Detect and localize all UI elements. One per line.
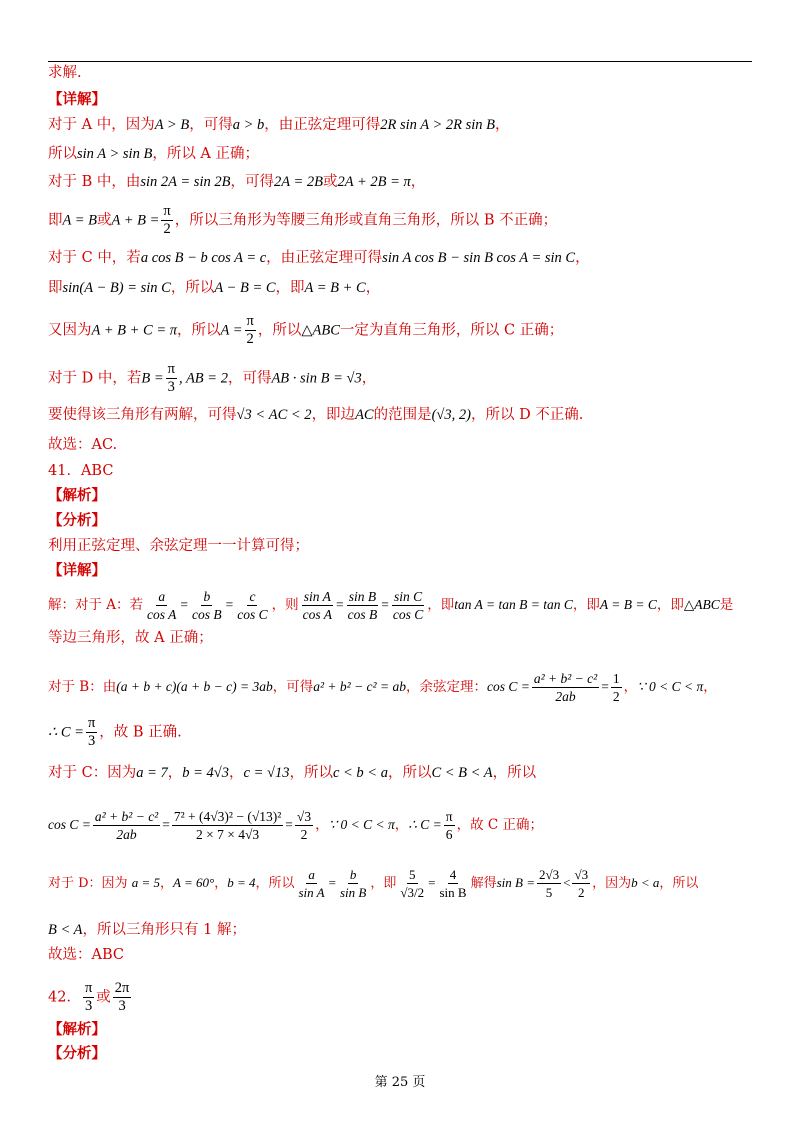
math: a = 7 xyxy=(136,765,168,781)
denominator: sin B xyxy=(339,885,367,900)
text: ， xyxy=(410,174,426,190)
line-40-a2 xyxy=(48,144,259,164)
math: A = 60° xyxy=(173,875,215,890)
numerator: b xyxy=(203,589,211,604)
text: 对于 A 中，因为 xyxy=(48,117,155,133)
text: 对于 B：由 xyxy=(48,679,117,695)
numerator: a² + b² − c² xyxy=(94,809,159,824)
text: ， xyxy=(495,117,510,133)
fraction xyxy=(235,588,269,623)
math: B = xyxy=(141,370,164,387)
text: 对于 D：因为 xyxy=(48,876,128,891)
fraction xyxy=(297,866,327,901)
less-than: < xyxy=(563,875,571,890)
text: 即 xyxy=(48,212,63,229)
math: a² + b² − c² = ab xyxy=(313,679,406,694)
numerator: 2π xyxy=(114,980,130,996)
fraction xyxy=(532,670,599,705)
math: , AB = 2 xyxy=(178,370,228,387)
fenxi-heading-41: 【分析】 xyxy=(48,512,106,529)
text: ，由正弦定理可得 xyxy=(264,117,381,133)
text: ，故 C 正确； xyxy=(456,817,543,833)
numerator: a² + b² − c² xyxy=(533,671,598,686)
math: √3 < AC < 2 xyxy=(236,407,312,423)
denominator: cos C xyxy=(392,607,424,622)
text: 或 xyxy=(97,212,112,229)
text: 对于 C 中，若 xyxy=(48,250,141,266)
math: (a + b + c)(a + b − c) = 3ab xyxy=(116,679,273,694)
line-40-c1 xyxy=(48,248,590,268)
numerator: π xyxy=(167,361,175,377)
line-40-c2 xyxy=(48,278,380,298)
fraction xyxy=(398,866,426,901)
math: b < a xyxy=(631,875,660,890)
numerator: π xyxy=(87,715,96,731)
line-41-d2 xyxy=(48,920,246,940)
text: ，所以 xyxy=(255,876,295,891)
math: A = B xyxy=(62,212,97,229)
answer-41: 故选：ABC xyxy=(48,947,124,963)
fraction xyxy=(444,808,455,843)
equals: = xyxy=(428,875,436,890)
fraction xyxy=(172,808,283,843)
line-41-a1 xyxy=(48,588,733,623)
math: tan A = tan B = tan C xyxy=(454,597,573,612)
text: ， xyxy=(365,280,381,296)
fraction xyxy=(537,866,561,901)
equals: = xyxy=(328,875,336,890)
text: 对于 D 中，若 xyxy=(48,370,142,387)
math: △ABC xyxy=(301,322,340,339)
math: sin(A − B) = sin C xyxy=(62,280,171,296)
fraction xyxy=(295,808,313,843)
denominator: 3 xyxy=(167,379,175,395)
text: ，所以三角形为等腰三角形或直角三角形，所以 B 不正确； xyxy=(174,212,558,229)
header-rule xyxy=(48,61,752,62)
denominator: 2 × 7 × 4√3 xyxy=(196,827,260,842)
denominator: sin A xyxy=(298,885,325,900)
denominator: 6 xyxy=(445,827,453,842)
fraction xyxy=(338,866,368,901)
text: ， xyxy=(394,817,409,833)
denominator: cos B xyxy=(347,607,378,622)
text: ，所以 xyxy=(387,765,432,781)
math: ∴ C = xyxy=(48,724,84,741)
text: 或 xyxy=(322,174,338,190)
fraction xyxy=(572,866,590,901)
text: ，所以 xyxy=(170,280,215,296)
equals: = xyxy=(225,597,234,612)
analysis-heading-41: 【解析】 xyxy=(48,487,106,504)
math: A + B = xyxy=(111,212,160,229)
math: AC xyxy=(355,407,374,423)
line-40-d1 xyxy=(48,361,376,396)
text: ，因为 xyxy=(592,876,632,891)
denominator: cos A xyxy=(302,607,333,622)
text: ， xyxy=(159,876,173,891)
equals: = xyxy=(336,597,344,612)
numerator: 1 xyxy=(612,671,620,686)
fraction xyxy=(86,715,97,750)
text: ，所以 xyxy=(492,765,537,781)
fraction xyxy=(161,203,172,238)
math: c < b < a xyxy=(332,765,388,781)
detail-heading-41: 【详解】 xyxy=(48,562,106,579)
text: ，可得 xyxy=(272,679,314,695)
answer-40: 故选：AC. xyxy=(48,437,118,453)
denominator: 2 xyxy=(578,885,585,900)
math: AB · sin B = √3 xyxy=(271,370,362,387)
math: b = 4 xyxy=(227,875,256,890)
text: ，由正弦定理可得 xyxy=(266,250,383,266)
text: 是 xyxy=(719,597,734,613)
math: 2R sin A > 2R sin B xyxy=(380,117,496,133)
fraction xyxy=(611,670,622,705)
denominator: 2 xyxy=(300,827,308,842)
text: 所以 xyxy=(48,146,77,162)
math: a cos B − b cos A = c xyxy=(140,250,267,266)
fenxi-text-41: 利用正弦定理、余弦定理一一计算可得； xyxy=(48,538,309,554)
text: ， xyxy=(315,817,329,833)
text: ，即 xyxy=(370,876,397,891)
numerator: sin C xyxy=(394,589,423,604)
denominator: √3/2 xyxy=(400,885,425,900)
equals: = xyxy=(381,597,389,612)
numerator: π xyxy=(246,313,254,329)
text: 解得 xyxy=(470,876,497,891)
math: 2A + 2B = π xyxy=(337,174,411,190)
text: 对于 C：因为 xyxy=(48,765,137,781)
numerator: sin A xyxy=(303,589,331,604)
text: ，余弦定理： xyxy=(405,679,487,695)
numerator: 7² + (4√3)² − (√13)² xyxy=(173,809,282,824)
denominator: 3 xyxy=(87,733,96,749)
equals: = xyxy=(162,817,170,832)
detail-heading-40: 【详解】 xyxy=(48,91,106,108)
numerator: √3 xyxy=(574,867,589,882)
numerator: 5 xyxy=(409,867,416,882)
fraction xyxy=(190,588,224,623)
denominator: 2ab xyxy=(555,689,576,704)
fraction xyxy=(83,980,94,1015)
text: ， xyxy=(703,679,717,695)
numerator: 2√3 xyxy=(538,867,560,882)
math: △ABC xyxy=(683,597,720,612)
denominator: sin B xyxy=(439,885,467,900)
math: C < B < A xyxy=(431,765,493,781)
math: 2A = 2B xyxy=(273,174,323,190)
fraction xyxy=(301,588,334,623)
text: ，即 xyxy=(656,597,684,613)
text: ，可得 xyxy=(189,117,233,133)
text: ， xyxy=(214,876,228,891)
numerator: sin B xyxy=(348,589,377,604)
denominator: 2 xyxy=(246,331,254,347)
math: sin A > sin B xyxy=(77,146,153,162)
denominator: cos C xyxy=(237,607,268,622)
text: ， xyxy=(229,765,244,781)
math: ∵ 0 < C < π xyxy=(637,679,704,694)
numerator: a xyxy=(158,589,166,604)
denominator: cos B xyxy=(192,607,222,622)
math: B < A xyxy=(48,922,83,938)
math: A + B + C = π xyxy=(91,322,177,339)
text: 或 xyxy=(96,989,111,1006)
numerator: π xyxy=(163,203,171,219)
text: ，故 B 正确. xyxy=(99,724,182,741)
text: ，则 xyxy=(271,597,299,613)
text: 的范围是 xyxy=(373,407,432,423)
text: ，即边 xyxy=(311,407,356,423)
math: b = 4√3 xyxy=(182,765,230,781)
numerator: a xyxy=(308,867,315,882)
text: 解：对于 A：若 xyxy=(48,597,144,613)
math: A = xyxy=(220,322,243,339)
math: sin B = xyxy=(496,875,535,890)
math: sin A cos B − sin B cos A = sin C xyxy=(382,250,576,266)
text: ，所以 xyxy=(289,765,333,781)
line-41-c2 xyxy=(48,808,543,843)
denominator: cos A xyxy=(147,607,177,622)
intro-tail: 求解. xyxy=(48,65,82,81)
fraction xyxy=(113,980,132,1015)
line-40-b1 xyxy=(48,172,425,192)
text: 一定为直角三角形，所以 C 正确； xyxy=(339,322,564,339)
line-40-d2 xyxy=(48,405,583,425)
math: sin 2A = sin 2B xyxy=(140,174,231,190)
denominator: 2 xyxy=(163,221,171,237)
text: ，所以 D 不正确. xyxy=(470,407,584,423)
text: 对于 B 中，由 xyxy=(48,174,141,190)
text: ， xyxy=(361,370,377,387)
math: (√3, 2) xyxy=(431,407,471,423)
fraction xyxy=(245,313,256,348)
text: 42． xyxy=(48,989,81,1006)
text: ， xyxy=(623,679,638,695)
text: 要使得该三角形有两解，可得 xyxy=(48,407,237,423)
denominator: 2 xyxy=(612,689,620,704)
numerator: 4 xyxy=(449,867,457,882)
line-40-b2 xyxy=(48,203,557,238)
denominator: 3 xyxy=(84,998,93,1014)
text: ，即 xyxy=(427,597,455,613)
fraction xyxy=(437,866,468,901)
math: c = √13 xyxy=(243,765,290,781)
line-41-b2 xyxy=(48,715,182,750)
equals: = xyxy=(601,679,609,694)
line-41-d1 xyxy=(48,866,698,901)
equals: = xyxy=(285,817,293,832)
denominator: 2ab xyxy=(116,827,137,842)
math: cos C = xyxy=(48,817,91,832)
line-41-b1 xyxy=(48,670,717,705)
denominator: 3 xyxy=(118,998,126,1014)
math: ∴ C = xyxy=(408,817,442,832)
text: ，可得 xyxy=(230,174,274,190)
numerator: π xyxy=(84,980,93,996)
math: ∵ 0 < C < π xyxy=(328,817,395,832)
fraction xyxy=(166,361,177,396)
math: cos C = xyxy=(486,679,530,694)
line-40-a1 xyxy=(48,115,510,135)
text: ， xyxy=(575,250,590,266)
fenxi-heading-42: 【分析】 xyxy=(48,1045,106,1062)
text: ，所以 xyxy=(257,322,302,339)
text: ，所以 A 正确； xyxy=(152,146,260,162)
text: ，所以 xyxy=(177,322,221,339)
math: a = 5 xyxy=(131,875,160,890)
text: ，所以三角形只有 1 解； xyxy=(82,922,246,938)
math: a > b xyxy=(232,117,265,133)
text: ，所以 xyxy=(659,876,699,891)
question-number-42 xyxy=(48,980,133,1015)
math: A = B = C xyxy=(599,597,657,612)
text: ，即 xyxy=(572,597,600,613)
fraction xyxy=(145,588,178,623)
fraction xyxy=(391,588,425,623)
fraction xyxy=(346,588,380,623)
analysis-heading-42: 【解析】 xyxy=(48,1021,106,1038)
text: ，可得 xyxy=(227,370,272,387)
math: A = B + C xyxy=(304,280,366,296)
line-41-a2: 等边三角形，故 A 正确； xyxy=(48,630,213,646)
text: 即 xyxy=(48,280,63,296)
math: A − B = C xyxy=(214,280,276,296)
numerator: c xyxy=(249,589,256,604)
question-number-41: 41．ABC xyxy=(48,463,114,479)
denominator: 5 xyxy=(545,885,553,900)
text: ，即 xyxy=(275,280,305,296)
fraction xyxy=(93,808,160,843)
text: ， xyxy=(167,765,183,781)
text: 又因为 xyxy=(48,322,92,339)
numerator: π xyxy=(445,809,453,824)
line-41-c1 xyxy=(48,763,536,783)
math: A > B xyxy=(154,117,190,133)
line-40-c3 xyxy=(48,313,563,348)
numerator: √3 xyxy=(296,809,312,824)
equals: = xyxy=(180,597,189,612)
numerator: b xyxy=(349,867,357,882)
page-footer: 第 25 页 xyxy=(374,1075,426,1090)
